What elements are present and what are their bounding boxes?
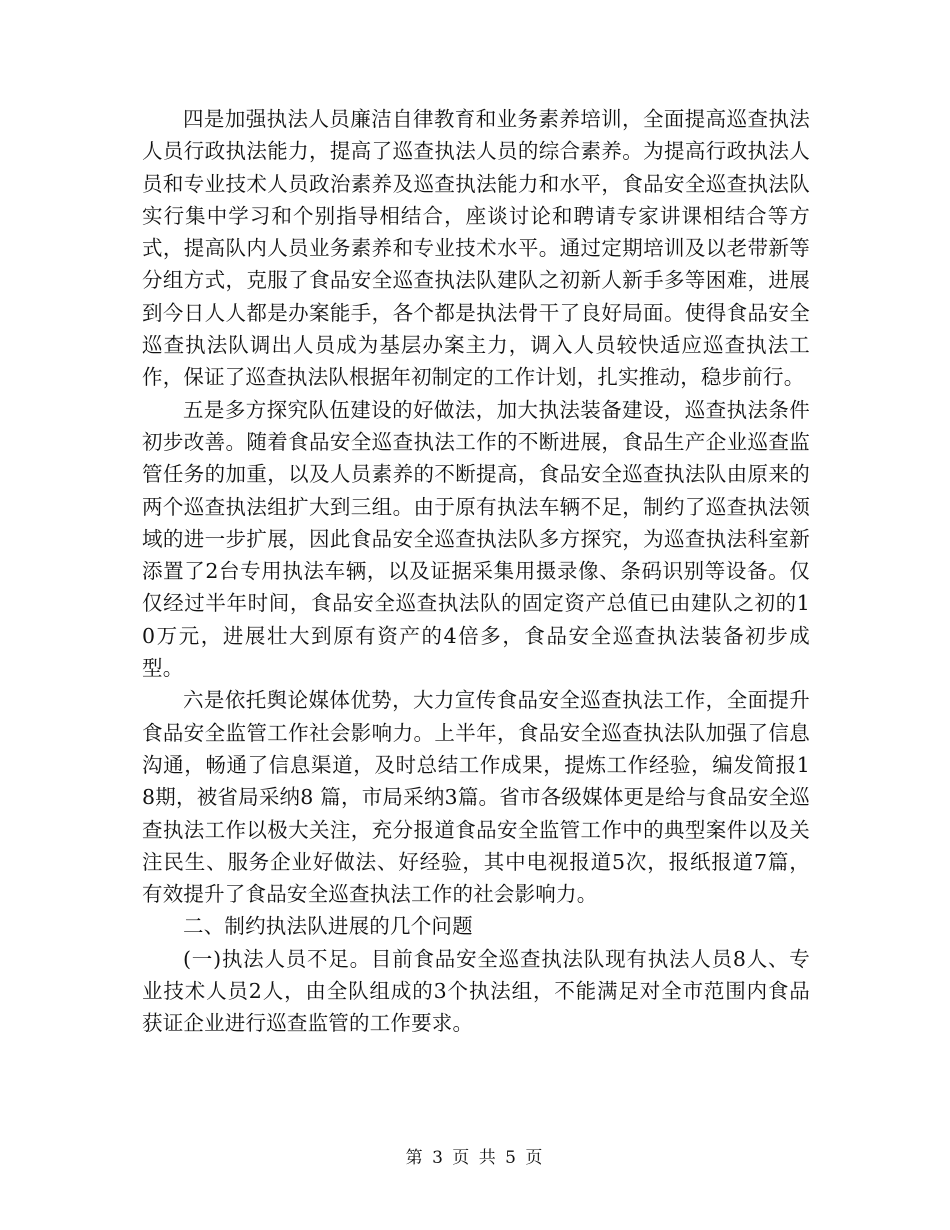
paragraph-5: 五是多方探究队伍建设的好做法，加大执法装备建设，巡查执法条件初步改善。随着食品安全巡查执法工作的不断进展，食品生产企业巡查监管任务的加重，以及人员素养的不断提高，食品安全巡查执法队由原来的两个巡查执法组扩大到三组。由于原有执法车辆不足，制约了巡查执法领域的进一步扩展，因此食品安全巡查执法队多方探究，为巡查执法科室新添置了2台专用执法车辆，以及证据采集用摄录像、条码识别等设备。仅仅经过半年时间，食品安全巡查执法队的固定资产总值已由建队之初的10万元，进展壮大到原有资产的4倍多，食品安全巡查执法装备初步成型。 <box>142 397 810 681</box>
section-heading: 二、制约执法队进展的几个问题 <box>183 914 473 939</box>
paragraph-issue-1: (一)执法人员不足。目前食品安全巡查执法队现有执法人员8人、专业技术人员2人，由全队组成的3个执法组，不能满足对全市范围内食品获证企业进行巡查监管的工作要求。 <box>142 946 810 1036</box>
page-number-footer: 第 3 页 共 5 页 <box>405 1148 545 1168</box>
paragraph-4: 四是加强执法人员廉洁自律教育和业务素养培训，全面提高巡查执法人员行政执法能力，提高了巡查执法人员的综合素养。为提高行政执法人员和专业技术人员政治素养及巡查执法能力和水平，食品安全巡查执法队实行集中学习和个别指导相结合，座谈讨论和聘请专家讲课相结合等方式，提高队内人员业务素养和专业技术水平。通过定期培训及以老带新等分组方式，克服了食品安全巡查执法队建队之初新人新手多等困难，进展到今日人人都是办案能手，各个都是执法骨干了良好局面。使得食品安全巡查执法队调出人员成为基层办案主力，调入人员较快适应巡查执法工作，保证了巡查执法队根据年初制定的工作计划，扎实推动，稳步前行。 <box>142 107 810 390</box>
paragraph-6: 六是依托舆论媒体优势，大力宣传食品安全巡查执法工作，全面提升食品安全监管工作社会影响力。上半年，食品安全巡查执法队加强了信息沟通，畅通了信息渠道，及时总结工作成果，提炼工作经验，编发简报18期，被省局采纳8 篇，市局采纳3篇。省市各级媒体更是给与食品安全巡查执法工作以极大关注，充分报道食品安全监管工作中的典型案件以及关注民生、服务企业好做法、好经验，其中电视报道5次，报纸报道7篇，有效提升了食品安全巡查执法工作的社会影响力。 <box>142 688 810 907</box>
document-body <box>142 103 810 1040</box>
